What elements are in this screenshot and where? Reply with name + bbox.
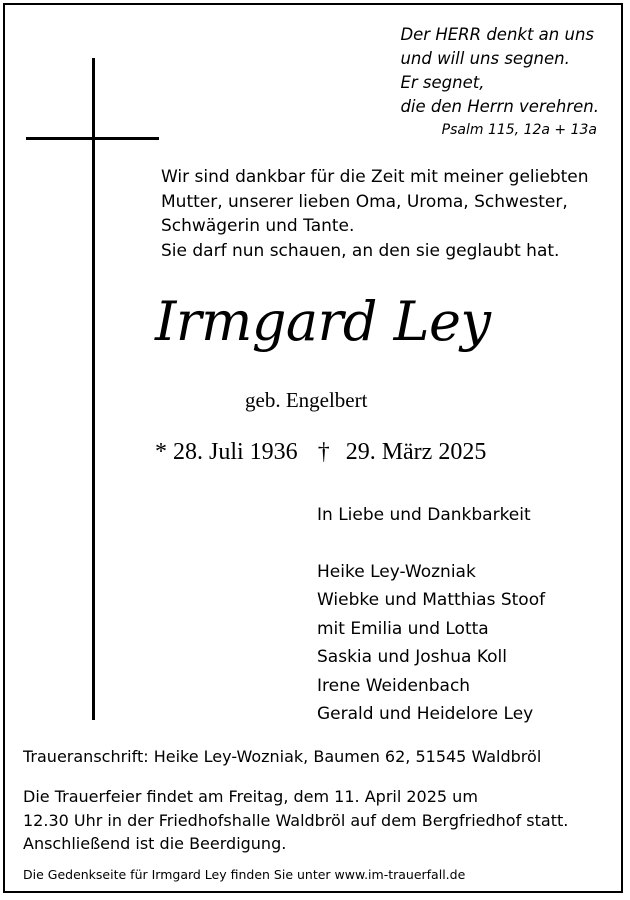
mourner-name: Saskia und Joshua Koll	[317, 647, 507, 667]
intro-line: Sie darf nun schauen, an den sie geglaubt hat.	[161, 240, 560, 261]
mourner-name: Heike Ley-Wozniak	[317, 561, 476, 582]
psalm-line: die den Herrn verehren.	[400, 97, 599, 116]
psalm-line: Er segnet,	[400, 73, 485, 92]
ceremony-line: Die Trauerfeier findet am Freitag, dem 11. April 2025 um	[23, 787, 478, 806]
intro-line: Wir sind dankbar für die Zeit mit meiner geliebten	[161, 167, 589, 187]
obituary-notice	[3, 3, 623, 893]
psalm-line: Der HERR denkt an uns	[400, 25, 595, 44]
intro-line: Mutter, unserer lieben Oma, Uroma, Schwester,	[161, 191, 568, 212]
psalm-line: und will uns segnen.	[400, 49, 570, 68]
mourners-greeting: In Liebe und Dankbarkeit	[317, 505, 531, 525]
mourner-name: Irene Weidenbach	[317, 675, 471, 696]
deceased-name: Irmgard Ley	[155, 290, 491, 353]
cross-icon	[92, 58, 95, 720]
birth-date: * 28. Juli 1936	[155, 439, 298, 465]
ceremony-line: 12.30 Uhr in der Friedhofshalle Waldbröl auf dem Bergfriedhof statt.	[23, 810, 569, 830]
intro-line: Schwägerin und Tante.	[161, 216, 355, 236]
intro-text	[161, 165, 589, 263]
mourner-name: Wiebke und Matthias Stoof	[317, 590, 546, 610]
mourners-list	[317, 501, 545, 729]
life-dates	[155, 439, 486, 466]
ceremony-line: Anschließend ist die Beerdigung.	[23, 834, 287, 853]
ceremony-info	[23, 785, 568, 856]
maiden-name: geb. Engelbert	[245, 388, 368, 412]
psalm-quote	[400, 23, 599, 141]
psalm-reference: Psalm 115, 12a + 13a	[441, 122, 597, 138]
mourner-name: Gerald und Heidelore Ley	[317, 704, 534, 724]
memorial-website-note: Die Gedenkseite für Irmgard Ley finden Sie unter www.im-trauerfall.de	[23, 867, 466, 882]
mourning-address: Traueranschrift: Heike Ley-Wozniak, Baumen 62, 51545 Waldbröl	[23, 747, 542, 766]
mourner-name: mit Emilia und Lotta	[317, 618, 489, 639]
death-date: 29. März 2025	[345, 439, 487, 465]
cross-icon-crossbar	[26, 137, 159, 140]
death-cross-icon: †	[317, 439, 330, 465]
